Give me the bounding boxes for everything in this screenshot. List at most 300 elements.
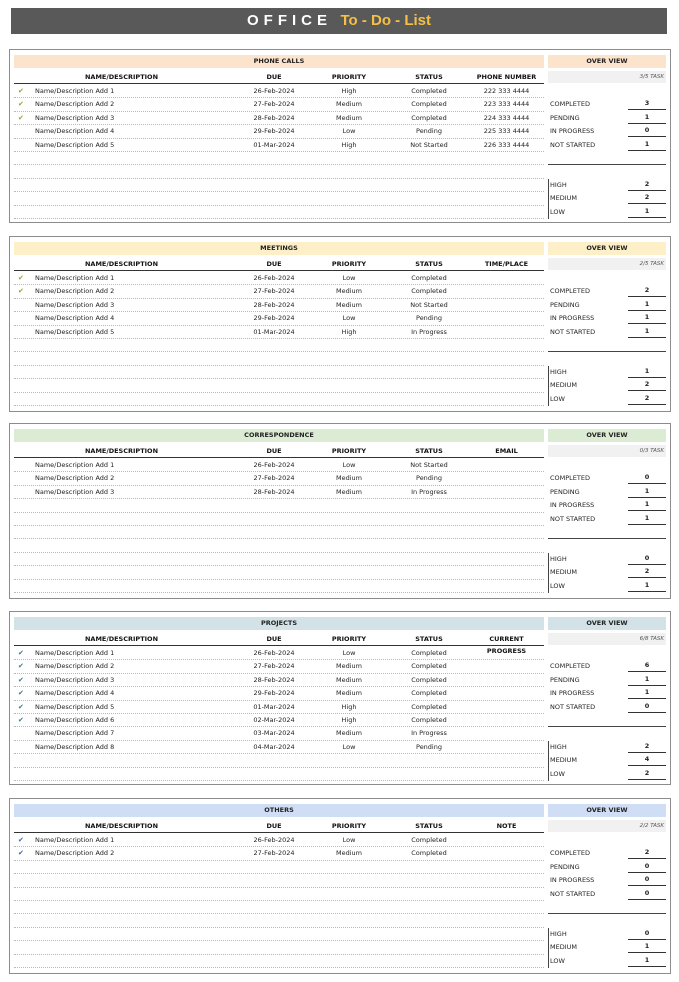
overview-value: 1 [628, 366, 666, 378]
overview-value: 0 [628, 861, 666, 873]
overview-divider [548, 351, 666, 352]
overview-label: HIGH [550, 367, 567, 376]
cell-name: Name/Description Add 2 [35, 849, 115, 858]
overview-label: COMPLETED [550, 849, 590, 858]
cell-status: Completed [411, 274, 447, 282]
overview-high [548, 553, 666, 566]
overview-divider-vertical [548, 366, 549, 406]
overview-high [548, 741, 666, 754]
cell-name: Name/Description Add 1 [35, 274, 115, 282]
cell-due: 28-Feb-2024 [253, 487, 295, 496]
section-title: OTHERS [14, 804, 544, 817]
cell-extra: 222 333 4444 [483, 87, 530, 95]
overview-value: 1 [628, 206, 666, 218]
cell-priority: Low [342, 314, 356, 323]
overview-value: 2 [628, 768, 666, 780]
table-row[interactable] [14, 834, 544, 847]
overview-pending [548, 112, 666, 125]
table-row[interactable] [14, 139, 544, 152]
column-header-priority: PRIORITY [331, 635, 367, 643]
overview-value: 0 [628, 472, 666, 484]
column-header-status: STATUS [415, 260, 443, 268]
empty-row [14, 379, 544, 392]
overview-low [548, 955, 666, 968]
cell-due: 01-Mar-2024 [253, 327, 295, 336]
empty-row [14, 754, 544, 767]
column-header-due: DUE [266, 260, 282, 268]
cell-priority: Low [342, 649, 356, 657]
task-section [9, 798, 671, 974]
overview-value: 4 [628, 754, 666, 766]
empty-row [14, 861, 544, 874]
overview-low [548, 206, 666, 219]
table-row[interactable] [14, 674, 544, 687]
overview-value: 1 [628, 687, 666, 699]
cell-priority: Medium [336, 849, 362, 858]
cell-due: 26-Feb-2024 [253, 274, 295, 282]
cell-status: Completed [411, 675, 447, 684]
cell-status: Not Started [410, 140, 448, 149]
overview-high [548, 179, 666, 192]
cell-priority: Medium [336, 729, 362, 738]
cell-status: Not Started [410, 300, 448, 309]
cell-priority: Medium [336, 287, 362, 296]
cell-priority: Medium [336, 487, 362, 496]
overview-value: 2 [628, 393, 666, 405]
overview-value: 1 [628, 499, 666, 511]
table-row[interactable] [14, 727, 544, 740]
overview-in-progress [548, 312, 666, 325]
overview-not-started [548, 701, 666, 714]
overview-label: PENDING [550, 675, 580, 684]
cell-due: 28-Feb-2024 [253, 113, 295, 122]
table-row[interactable] [14, 459, 544, 472]
overview-title: OVER VIEW [548, 429, 666, 442]
overview-value: 0 [628, 874, 666, 886]
cell-priority: Medium [336, 300, 362, 309]
overview-label: NOT STARTED [550, 889, 596, 898]
column-header-name: NAME/DESCRIPTION [84, 822, 159, 830]
cell-priority: Low [342, 742, 356, 751]
cell-due: 27-Feb-2024 [253, 662, 295, 671]
table-row[interactable] [14, 285, 544, 298]
table-row[interactable] [14, 85, 544, 98]
overview-pending [548, 861, 666, 874]
overview-value: 0 [628, 928, 666, 940]
cell-status: In Progress [411, 487, 447, 496]
column-header-name: NAME/DESCRIPTION [84, 447, 159, 455]
header-divider [14, 83, 544, 84]
overview-pending [548, 486, 666, 499]
cell-due: 26-Feb-2024 [253, 87, 295, 95]
overview-in-progress [548, 499, 666, 512]
empty-row [14, 206, 544, 219]
overview-title: OVER VIEW [548, 804, 666, 817]
checkmark-icon[interactable]: ✔ [18, 274, 24, 282]
cell-name: Name/Description Add 7 [35, 729, 115, 738]
task-count: 0/3 TASK [548, 445, 666, 457]
overview-medium [548, 379, 666, 392]
overview-not-started [548, 326, 666, 339]
empty-row [14, 366, 544, 379]
cell-due: 03-Mar-2024 [253, 729, 295, 738]
overview-title: OVER VIEW [548, 55, 666, 68]
overview-value: 1 [628, 112, 666, 124]
cell-status: Pending [416, 127, 442, 136]
cell-due: 04-Mar-2024 [253, 742, 295, 751]
overview-in-progress [548, 125, 666, 138]
empty-row [14, 914, 544, 927]
cell-priority: Medium [336, 662, 362, 671]
table-row[interactable] [14, 326, 544, 339]
empty-row [14, 928, 544, 941]
cell-status: Not Started [410, 461, 448, 469]
task-section [9, 423, 671, 599]
column-header-status: STATUS [415, 822, 443, 830]
empty-row [14, 901, 544, 914]
cell-name: Name/Description Add 5 [35, 702, 115, 711]
cell-name: Name/Description Add 3 [35, 113, 115, 122]
column-header-status: STATUS [415, 73, 443, 81]
table-row[interactable] [14, 125, 544, 138]
overview-label: HIGH [550, 929, 567, 938]
table-row[interactable] [14, 714, 544, 727]
cell-priority: High [341, 716, 357, 724]
overview-divider [548, 913, 666, 914]
overview-label: MEDIUM [550, 194, 578, 203]
task-count: 3/5 TASK [548, 71, 666, 83]
overview-label: COMPLETED [550, 474, 590, 483]
cell-priority: High [341, 87, 357, 95]
empty-row [14, 352, 544, 365]
empty-row [14, 179, 544, 192]
empty-row [14, 888, 544, 901]
cell-status: Completed [411, 87, 447, 95]
task-count: 2/5 TASK [548, 258, 666, 270]
overview-label: IN PROGRESS [550, 876, 595, 885]
overview-medium [548, 941, 666, 954]
cell-name: Name/Description Add 3 [35, 675, 115, 684]
overview-not-started [548, 139, 666, 152]
overview-value: 2 [628, 192, 666, 204]
empty-row [14, 192, 544, 205]
overview-value: 1 [628, 513, 666, 525]
cell-due: 01-Mar-2024 [253, 702, 295, 711]
overview-value: 0 [628, 553, 666, 565]
column-header-due: DUE [266, 822, 282, 830]
table-row[interactable] [14, 701, 544, 714]
empty-row [14, 513, 544, 526]
column-header-status: STATUS [415, 635, 443, 643]
overview-value: 1 [628, 941, 666, 953]
overview-high [548, 928, 666, 941]
column-header-due: DUE [266, 635, 282, 643]
title-office: OFFICE [247, 12, 332, 29]
overview-completed [548, 472, 666, 485]
empty-row [14, 339, 544, 352]
section-title: PHONE CALLS [14, 55, 544, 68]
cell-name: Name/Description Add 2 [35, 662, 115, 671]
cell-due: 27-Feb-2024 [253, 474, 295, 483]
cell-due: 28-Feb-2024 [253, 300, 295, 309]
overview-divider-vertical [548, 553, 549, 593]
overview-label: NOT STARTED [550, 327, 596, 336]
overview-label: IN PROGRESS [550, 689, 595, 698]
cell-name: Name/Description Add 3 [35, 487, 115, 496]
cell-priority: Low [342, 127, 356, 136]
overview-divider [548, 726, 666, 727]
overview-label: NOT STARTED [550, 702, 596, 711]
empty-row [14, 941, 544, 954]
overview-in-progress [548, 874, 666, 887]
overview-label: PENDING [550, 300, 580, 309]
empty-row [14, 499, 544, 512]
checkmark-icon[interactable]: ✔ [18, 689, 24, 698]
header-divider [14, 457, 544, 458]
cell-priority: Low [342, 836, 356, 844]
overview-divider [548, 164, 666, 165]
checkmark-icon[interactable]: ✔ [18, 849, 24, 858]
overview-value: 3 [628, 98, 666, 110]
cell-due: 01-Mar-2024 [253, 140, 295, 149]
table-row[interactable] [14, 486, 544, 499]
checkmark-icon[interactable]: ✔ [18, 702, 24, 711]
empty-row [14, 526, 544, 539]
overview-label: LOW [550, 394, 565, 403]
column-header-priority: PRIORITY [331, 822, 367, 830]
table-row[interactable] [14, 660, 544, 673]
cell-status: In Progress [411, 327, 447, 336]
column-header-status: STATUS [415, 447, 443, 455]
cell-status: Completed [411, 836, 447, 844]
column-header-due: DUE [266, 73, 282, 81]
task-count: 2/2 TASK [548, 820, 666, 832]
overview-value: 1 [628, 955, 666, 967]
overview-completed [548, 847, 666, 860]
overview-value: 2 [628, 847, 666, 859]
task-section [9, 49, 671, 223]
cell-name: Name/Description Add 4 [35, 127, 115, 136]
cell-status: Completed [411, 287, 447, 296]
overview-in-progress [548, 687, 666, 700]
empty-row [14, 955, 544, 968]
overview-medium [548, 566, 666, 579]
cell-priority: Medium [336, 113, 362, 122]
checkmark-icon[interactable]: ✔ [18, 113, 24, 122]
empty-row [14, 768, 544, 781]
cell-name: Name/Description Add 1 [35, 461, 115, 469]
cell-name: Name/Description Add 4 [35, 689, 115, 698]
overview-value: 0 [628, 125, 666, 137]
table-row[interactable] [14, 98, 544, 111]
overview-title: OVER VIEW [548, 617, 666, 630]
overview-low [548, 768, 666, 781]
overview-completed [548, 660, 666, 673]
checkmark-icon[interactable]: ✔ [18, 287, 24, 296]
table-row[interactable] [14, 112, 544, 125]
table-row[interactable] [14, 272, 544, 285]
overview-low [548, 393, 666, 406]
cell-status: Pending [416, 474, 442, 483]
overview-value: 1 [628, 299, 666, 311]
column-header-name: NAME/DESCRIPTION [84, 73, 159, 81]
cell-name: Name/Description Add 2 [35, 100, 115, 109]
cell-name: Name/Description Add 3 [35, 300, 115, 309]
overview-low [548, 580, 666, 593]
cell-status: Completed [411, 113, 447, 122]
cell-due: 26-Feb-2024 [253, 836, 295, 844]
cell-name: Name/Description Add 8 [35, 742, 115, 751]
cell-status: In Progress [411, 729, 447, 738]
cell-priority: Medium [336, 100, 362, 109]
overview-value: 1 [628, 312, 666, 324]
overview-value: 2 [628, 566, 666, 578]
cell-priority: Medium [336, 675, 362, 684]
checkmark-icon[interactable]: ✔ [18, 675, 24, 684]
overview-label: LOW [550, 956, 565, 965]
cell-name: Name/Description Add 5 [35, 327, 115, 336]
overview-title: OVER VIEW [548, 242, 666, 255]
overview-pending [548, 299, 666, 312]
column-header-priority: PRIORITY [331, 260, 367, 268]
overview-divider-vertical [548, 179, 549, 219]
cell-extra: 226 333 4444 [483, 140, 530, 149]
overview-value: 1 [628, 580, 666, 592]
table-row[interactable] [14, 312, 544, 325]
checkmark-icon[interactable]: ✔ [18, 662, 24, 671]
empty-row [14, 580, 544, 593]
title-banner [11, 8, 667, 34]
task-section [9, 611, 671, 785]
overview-label: LOW [550, 769, 565, 778]
table-row[interactable] [14, 741, 544, 754]
cell-status: Completed [411, 689, 447, 698]
overview-value: 1 [628, 486, 666, 498]
overview-label: PENDING [550, 113, 580, 122]
column-header-priority: PRIORITY [331, 447, 367, 455]
cell-due: 26-Feb-2024 [253, 649, 295, 657]
column-header-name: NAME/DESCRIPTION [84, 260, 159, 268]
cell-priority: Medium [336, 474, 362, 483]
overview-completed [548, 98, 666, 111]
empty-row [14, 393, 544, 406]
empty-row [14, 152, 544, 165]
cell-status: Pending [416, 314, 442, 323]
column-header-extra: TIME/PLACE [484, 260, 529, 268]
task-count: 6/8 TASK [548, 633, 666, 645]
checkmark-icon[interactable]: ✔ [18, 716, 24, 724]
table-row[interactable] [14, 687, 544, 700]
overview-not-started [548, 888, 666, 901]
overview-label: COMPLETED [550, 662, 590, 671]
overview-label: IN PROGRESS [550, 314, 595, 323]
cell-priority: High [341, 702, 357, 711]
cell-extra: 225 333 4444 [483, 127, 530, 136]
overview-label: NOT STARTED [550, 140, 596, 149]
section-title: MEETINGS [14, 242, 544, 255]
cell-due: 28-Feb-2024 [253, 675, 295, 684]
cell-name: Name/Description Add 2 [35, 287, 115, 296]
overview-value: 2 [628, 741, 666, 753]
cell-status: Completed [411, 662, 447, 671]
empty-row [14, 874, 544, 887]
cell-name: Name/Description Add 4 [35, 314, 115, 323]
overview-label: NOT STARTED [550, 514, 596, 523]
task-section [9, 236, 671, 412]
overview-value: 6 [628, 660, 666, 672]
overview-pending [548, 674, 666, 687]
cell-status: Completed [411, 100, 447, 109]
table-row[interactable] [14, 647, 544, 660]
header-divider [14, 270, 544, 271]
overview-high [548, 366, 666, 379]
cell-priority: High [341, 140, 357, 149]
overview-label: MEDIUM [550, 381, 578, 390]
column-header-extra: NOTE [496, 822, 517, 830]
cell-status: Completed [411, 649, 447, 657]
table-row[interactable] [14, 472, 544, 485]
overview-not-started [548, 513, 666, 526]
overview-divider-vertical [548, 928, 549, 968]
overview-divider [548, 538, 666, 539]
empty-row [14, 553, 544, 566]
column-header-extra: PHONE NUMBER [476, 73, 537, 81]
cell-priority: Medium [336, 689, 362, 698]
checkmark-icon[interactable]: ✔ [18, 100, 24, 109]
cell-due: 26-Feb-2024 [253, 461, 295, 469]
cell-due: 27-Feb-2024 [253, 100, 295, 109]
overview-medium [548, 192, 666, 205]
cell-name: Name/Description Add 6 [35, 716, 115, 724]
section-title: CORRESPONDENCE [14, 429, 544, 442]
overview-label: PENDING [550, 862, 580, 871]
overview-label: MEDIUM [550, 568, 578, 577]
overview-label: LOW [550, 581, 565, 590]
table-row[interactable] [14, 847, 544, 860]
overview-value: 2 [628, 379, 666, 391]
overview-value: 0 [628, 888, 666, 900]
cell-extra: 223 333 4444 [483, 100, 530, 109]
empty-row [14, 566, 544, 579]
cell-name: Name/Description Add 1 [35, 836, 115, 844]
cell-status: Pending [416, 742, 442, 751]
checkmark-icon[interactable]: ✔ [18, 87, 24, 95]
cell-due: 27-Feb-2024 [253, 287, 295, 296]
overview-value: 2 [628, 285, 666, 297]
checkmark-icon[interactable]: ✔ [18, 649, 24, 657]
table-row[interactable] [14, 299, 544, 312]
section-title: PROJECTS [14, 617, 544, 630]
overview-divider-vertical [548, 741, 549, 781]
column-header-name: NAME/DESCRIPTION [84, 635, 159, 643]
checkmark-icon[interactable]: ✔ [18, 836, 24, 844]
cell-due: 27-Feb-2024 [253, 849, 295, 858]
cell-name: Name/Description Add 1 [35, 87, 115, 95]
overview-value: 0 [628, 701, 666, 713]
cell-priority: High [341, 327, 357, 336]
empty-row [14, 165, 544, 178]
column-header-priority: PRIORITY [331, 73, 367, 81]
overview-label: COMPLETED [550, 287, 590, 296]
cell-priority: Low [342, 461, 356, 469]
header-divider [14, 832, 544, 833]
overview-label: IN PROGRESS [550, 501, 595, 510]
header-divider [14, 645, 544, 646]
cell-due: 29-Feb-2024 [253, 127, 295, 136]
column-header-extra: CURRENT PROGRESS [486, 635, 527, 655]
overview-label: LOW [550, 207, 565, 216]
overview-medium [548, 754, 666, 767]
